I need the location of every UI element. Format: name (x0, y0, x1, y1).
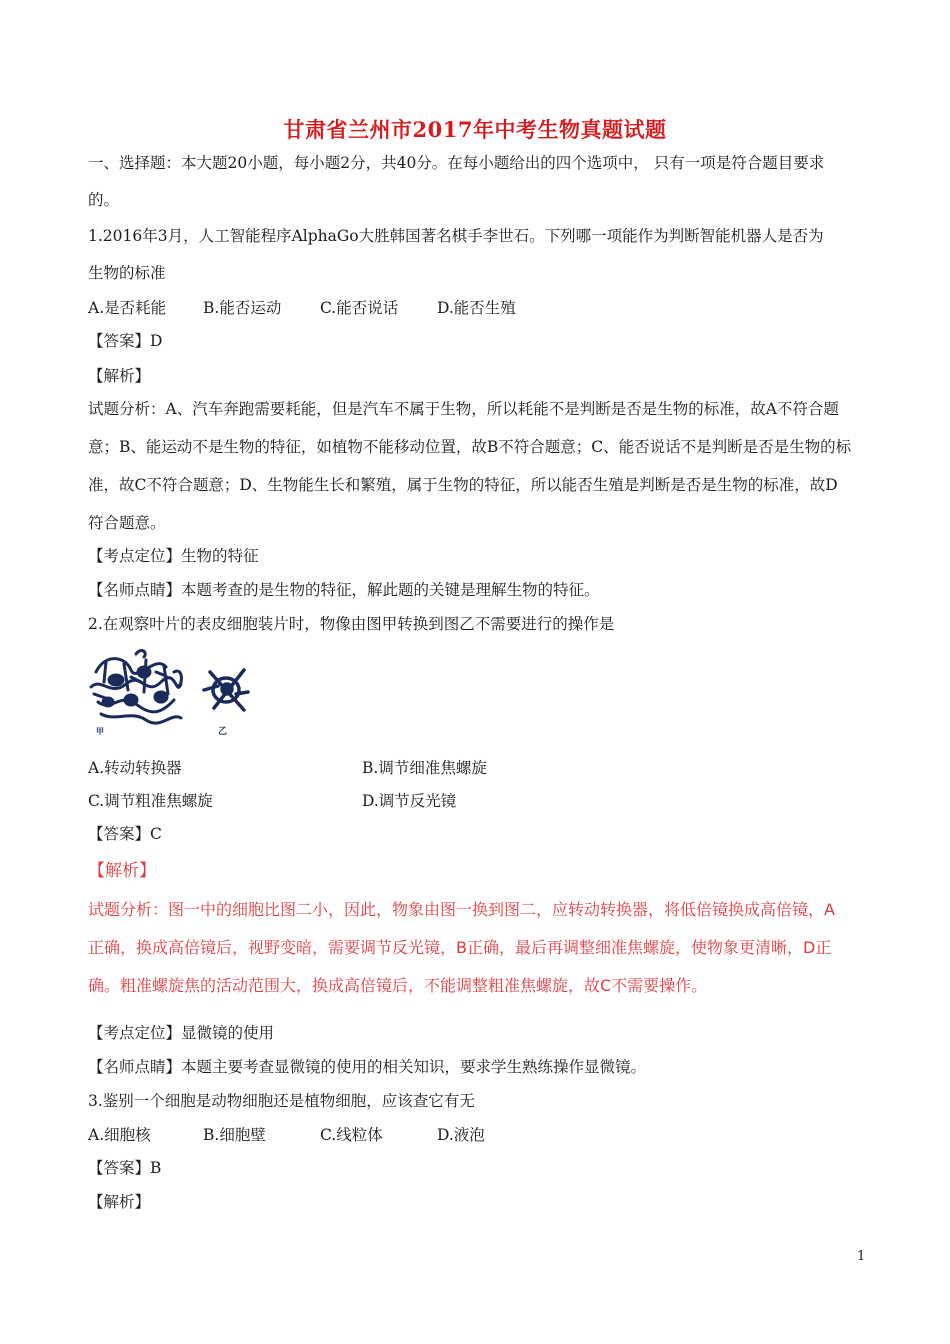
figure-label-jia: 甲 (96, 727, 104, 736)
q1-option-d: D.能否生殖 (437, 299, 516, 317)
section-heading: 一、选择题：本大题20小题，每小题2分，共40分。在每小题给出的四个选项中， 只有一项是符合题目要求 (88, 154, 825, 172)
section-heading-cont: 的。 (88, 191, 120, 209)
q3-stem: 3.鉴别一个细胞是动物细胞还是植物细胞，应该查它有无 (88, 1092, 475, 1110)
figure-jia-cells (91, 651, 181, 724)
q1-kaodian: 【考点定位】生物的特征 (88, 547, 259, 565)
q1-answer: 【答案】D (88, 332, 163, 350)
q1-option-b: B.能否运动 (203, 299, 282, 317)
q3-option-d: D.液泡 (437, 1126, 485, 1144)
q1-mingshi: 【名师点睛】本题考查的是生物的特征，解此题的关键是理解生物的特征。 (88, 581, 600, 599)
q2-analysis-line: 试题分析：图一中的细胞比图二小，因此，物象由图一换到图二，应转动转换器，将低倍镜换成高倍镜，A (88, 900, 835, 919)
q2-analysis-label: 【解析】 (88, 861, 156, 881)
q1-stem: 1.2016年3月，人工智能程序AlphaGo大胜韩国著名棋手李世石。下列哪一项能作为判断智能机器人是否为 (88, 227, 824, 245)
q3-answer: 【答案】B (88, 1159, 162, 1177)
q3-analysis-label: 【解析】 (88, 1193, 151, 1211)
microscope-figure (86, 642, 276, 738)
q1-analysis-line: 意；B、能运动不是生物的特征，如植物不能移动位置，故B不符合题意；C、能否说话不是判断是否是生物的标 (88, 438, 852, 456)
q2-kaodian: 【考点定位】显微镜的使用 (88, 1024, 275, 1042)
page-title: 甘肃省兰州市2017年中考生物真题试题 (283, 117, 667, 142)
figure-yi-cell (204, 670, 248, 710)
q1-analysis-line: 符合题意。 (88, 514, 166, 532)
q2-mingshi: 【名师点睛】本题主要考查显微镜的使用的相关知识，要求学生熟练操作显微镜。 (88, 1058, 647, 1076)
q2-stem: 2.在观察叶片的表皮细胞装片时，物像由图甲转换到图乙不需要进行的操作是 (88, 615, 615, 633)
q1-analysis-line: 试题分析：A、汽车奔跑需要耗能，但是汽车不属于生物，所以耗能不是判断是否是生物的标准，故A不符合题 (88, 400, 839, 418)
q2-option-d: D.调节反光镜 (362, 792, 457, 810)
q2-option-b: B.调节细准焦螺旋 (362, 759, 487, 777)
q2-option-a: A.转动转换器 (88, 759, 182, 777)
q2-analysis-line: 确。粗准螺旋焦的活动范围大，换成高倍镜后，不能调整粗准焦螺旋，故C不需要操作。 (88, 976, 708, 995)
figure-label-yi: 乙 (218, 727, 228, 737)
q2-answer: 【答案】C (88, 825, 162, 843)
q3-option-b: B.细胞壁 (203, 1126, 266, 1144)
q1-analysis-line: 准，故C不符合题意；D、生物能生长和繁殖，属于生物的特征，所以能否生殖是判断是否是生物的标准，故D (88, 476, 838, 494)
q1-option-a: A.是否耗能 (88, 299, 167, 317)
q2-option-c: C.调节粗准焦螺旋 (88, 792, 213, 810)
q2-analysis-line: 正确，换成高倍镜后，视野变暗，需要调节反光镜，B正确，最后再调整细准焦螺旋，使物象更清晰，D正 (88, 938, 832, 957)
q1-analysis-label: 【解析】 (88, 367, 151, 385)
q3-option-c: C.线粒体 (320, 1126, 383, 1144)
page-number: 1 (857, 1249, 866, 1264)
q1-option-c: C.能否说话 (320, 299, 399, 317)
q3-option-a: A.细胞核 (88, 1126, 151, 1144)
q1-stem-cont: 生物的标准 (88, 264, 166, 282)
